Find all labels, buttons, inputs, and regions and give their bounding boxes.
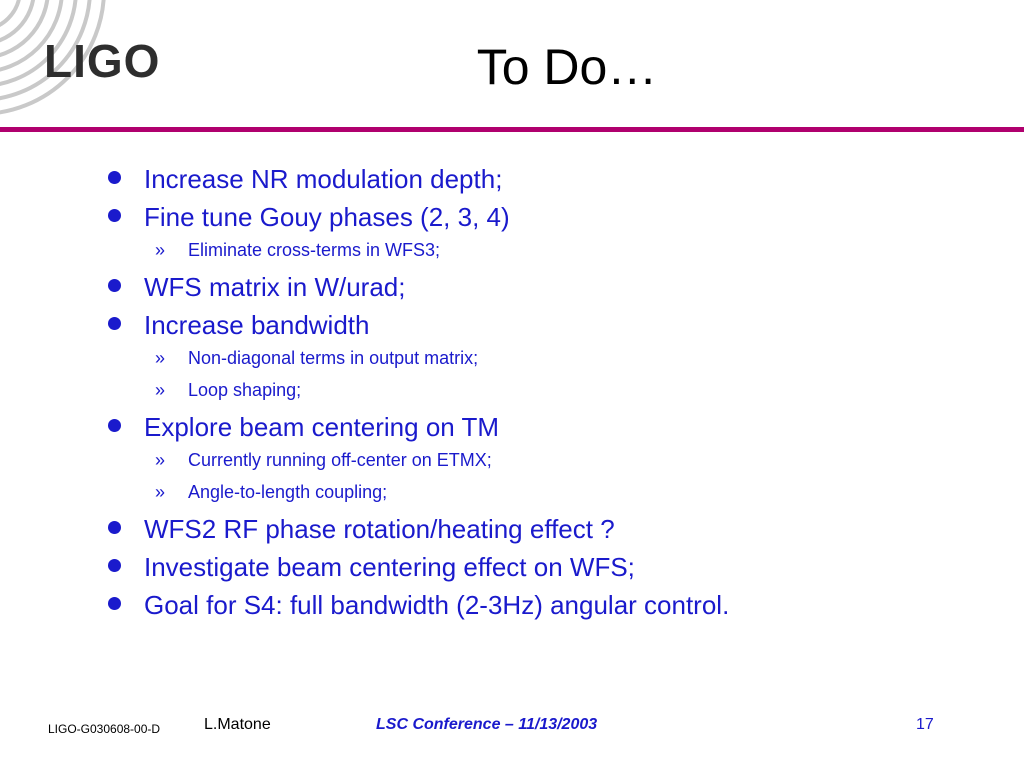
- bullet-text: WFS2 RF phase rotation/heating effect ?: [144, 514, 615, 544]
- sub-bullet-marker: »: [155, 380, 166, 400]
- sub-bullet-text: Loop shaping;: [188, 380, 302, 400]
- ligo-logo: LIGO: [44, 35, 161, 87]
- sub-bullet-item: [0, 240, 1024, 272]
- bullet-item: [0, 552, 1024, 590]
- sub-bullet-marker: »: [155, 240, 166, 260]
- sub-bullet-item: [0, 380, 1024, 412]
- bullet-dot-icon: [108, 171, 121, 184]
- bullet-item: [0, 310, 1024, 348]
- sub-bullet-marker: »: [155, 482, 166, 502]
- sub-bullet-item: [0, 450, 1024, 482]
- bullet-text: Increase NR modulation depth;: [144, 164, 503, 194]
- bullet-item: [0, 272, 1024, 310]
- bullet-text: Fine tune Gouy phases (2, 3, 4): [144, 202, 510, 232]
- footer-author: L.Matone: [204, 716, 271, 733]
- bullet-dot-icon: [108, 209, 121, 222]
- title-divider: [0, 127, 1024, 132]
- sub-bullet-marker: »: [155, 450, 166, 470]
- bullet-text: Goal for S4: full bandwidth (2-3Hz) angular control.: [144, 590, 730, 620]
- footer-conference: LSC Conference – 11/13/2003: [376, 716, 598, 733]
- bullet-dot-icon: [108, 317, 121, 330]
- bullet-text: Increase bandwidth: [144, 310, 370, 340]
- sub-bullet-text: Currently running off-center on ETMX;: [188, 450, 492, 470]
- sub-bullet-item: [0, 348, 1024, 380]
- bullet-item: [0, 164, 1024, 202]
- bullet-dot-icon: [108, 597, 121, 610]
- bullet-list: [0, 164, 1024, 628]
- bullet-text: Investigate beam centering effect on WFS;: [144, 552, 635, 582]
- bullet-item: [0, 514, 1024, 552]
- bullet-dot-icon: [108, 521, 121, 534]
- bullet-item: [0, 202, 1024, 240]
- bullet-dot-icon: [108, 419, 121, 432]
- sub-bullet-text: Angle-to-length coupling;: [188, 482, 388, 502]
- footer-doc-id: LIGO-G030608-00-D: [48, 722, 161, 736]
- slide-title: To Do…: [476, 39, 658, 95]
- bullet-text: WFS matrix in W/urad;: [144, 272, 406, 302]
- sub-bullet-item: [0, 482, 1024, 514]
- bullet-item: [0, 590, 1024, 628]
- bullet-item: [0, 412, 1024, 450]
- sub-bullet-marker: »: [155, 348, 166, 368]
- footer-page-number: 17: [916, 716, 934, 733]
- sub-bullet-text: Non-diagonal terms in output matrix;: [188, 348, 479, 368]
- bullet-text: Explore beam centering on TM: [144, 412, 500, 442]
- bullet-dot-icon: [108, 559, 121, 572]
- bullet-dot-icon: [108, 279, 121, 292]
- sub-bullet-text: Eliminate cross-terms in WFS3;: [188, 240, 441, 260]
